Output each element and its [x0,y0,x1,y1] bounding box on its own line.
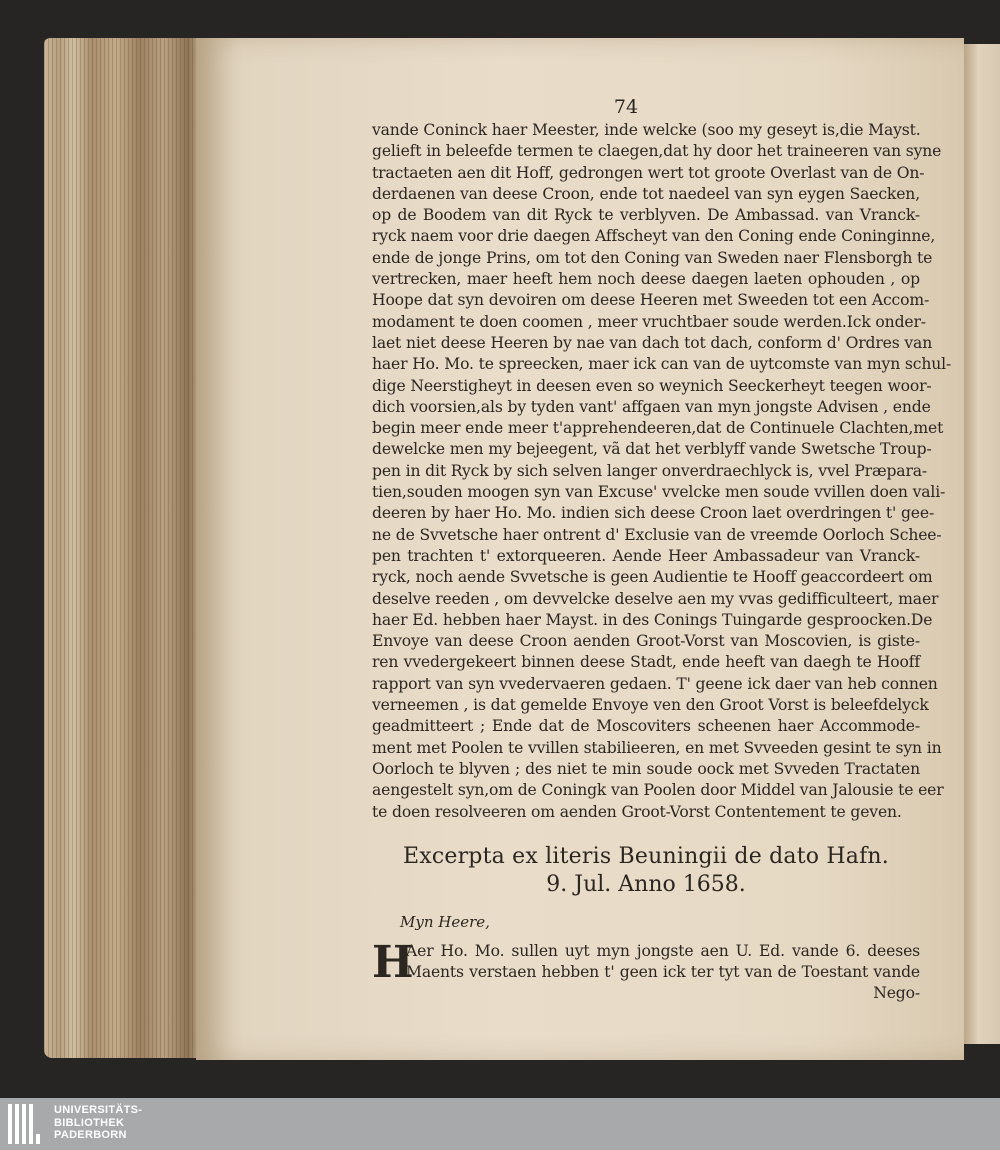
library-name: UNIVERSITÄTS- BIBLIOTHEK PADERBORN [54,1104,143,1141]
salutation: Myn Heere, [400,912,490,931]
text-line: Oorloch te blyven ; des niet te min soude oock met Svveden Tractaten [372,759,920,778]
text-line: ren vvedergekeert binnen deese Stadt, ende heeft van daegh te Hooff [372,653,920,672]
text-line: dich voorsien,als by tyden vant' affgaen van myn jongste Advisen , ende [372,397,931,416]
section-heading: Excerpta ex literis Beuningii de dato Hafn. [402,843,889,869]
text-line: ryck naem voor drie daegen Affscheyt van den Coning ende Coninginne, [372,227,936,246]
text-line: Envoye van deese Croon aenden Groot-Vorst van Moscovien, is giste- [372,632,920,651]
text-line: haer Ho. Mo. te spreecken, maer ick can van de uytcomste van myn schul- [372,355,952,374]
text-line: Aer Ho. Mo. sullen uyt myn jongste aen U. Ed. vande 6. deeses [406,941,920,960]
text-line: modament te doen coomen , meer vruchtbaer soude werden.Ick onder- [372,312,926,331]
text-line: vande Coninck haer Meester, inde welcke (soo my geseyt is,die Mayst. [372,121,921,139]
body-paragraph [372,120,952,823]
section-heading-date: 9. Jul. Anno 1658. [546,871,746,897]
text-line: te doen resolveeren om aenden Groot-Vorst Contentement te geven. [372,802,902,821]
text-line: rapport van syn vvedervaeren gedaen. T' geene ick daer van heb connen [372,674,938,693]
page-text [372,96,952,1005]
drop-cap: H [372,936,414,988]
text-line: Hoope dat syn devoiren om deese Heeren met Sweeden tot een Accom- [372,291,930,310]
text-line: ryck, noch aende Svvetsche is geen Audientie te Hooff geaccordeert om [372,568,933,587]
book-page-edges [44,38,204,1058]
text-line: tractaeten aen dit Hoff, gedrongen wert tot groote Overlast van de On- [372,163,925,182]
text-line: Maents verstaen hebben t' geen ick ter tyt van de Toestant vande [406,963,920,982]
library-logo-icon [8,1104,46,1144]
catchword: Nego- [873,984,920,1003]
text-line: ment met Poolen te vvillen stabilieeren, en met Svveeden gesint te syn in [372,738,942,757]
text-line: laet niet deese Heeren by nae van dach tot dach, conform d' Ordres van [372,333,933,352]
letter-paragraph [372,936,920,1005]
text-line: tien,souden moogen syn van Excuse' vvelcke men soude vvillen doen vali- [372,483,946,502]
text-line: gelieft in beleefde termen te claegen,dat hy door het traineeren van syne [372,142,942,161]
text-line: pen in dit Ryck by sich selven langer onverdraechlyck is, vvel Præpara- [372,461,928,480]
text-line: haer Ed. hebben haer Mayst. in des Conings Tuingarde gesproocken.De [372,610,933,629]
text-line: dewelcke men my bejeegent, vã dat het verblyff vande Swetsche Troup- [372,440,932,459]
text-line: derdaenen van deese Croon, ende tot naedeel van syn eygen Saecken, [372,184,920,203]
text-line: begin meer ende meer t'apprehendeeren,dat de Continuele Clachten,met [372,419,944,438]
library-footer-banner [0,1098,1000,1150]
text-line: deeren by haer Ho. Mo. indien sich deese Croon laet overdringen t' gee- [372,504,935,523]
text-line: geadmitteert ; Ende dat de Moscoviters scheenen haer Accommode- [372,717,920,736]
text-line: verneemen , is dat gemelde Envoye ven den Groot Vorst is beleefdelyck [372,696,929,715]
text-line: dige Neerstigheyt in deesen even so weynich Seeckerheyt teegen woor- [372,376,932,395]
text-line: aengestelt syn,om de Coningk van Poolen door Middel van Jalousie te eer [372,781,944,800]
page-number: 74 [613,96,639,118]
text-line: ne de Svvetsche haer ontrent d' Exclusie van de vreemde Oorloch Schee- [372,525,942,544]
text-line: ende de jonge Prins, om tot den Coning van Sweden naer Flensborgh te [372,248,933,267]
facing-page-edge [964,44,1000,1044]
text-line: deselve reeden , om devvelcke deselve aen my vvas gedifficulteert, maer [372,589,939,608]
text-line: op de Boodem van dit Ryck te verblyven. De Ambassad. van Vranck- [372,206,920,225]
text-line: pen trachten t' extorqueeren. Aende Heer Ambassadeur van Vranck- [372,546,920,565]
text-line: vertrecken, maer heeft hem noch deese daegen laeten ophouden , op [372,270,920,289]
